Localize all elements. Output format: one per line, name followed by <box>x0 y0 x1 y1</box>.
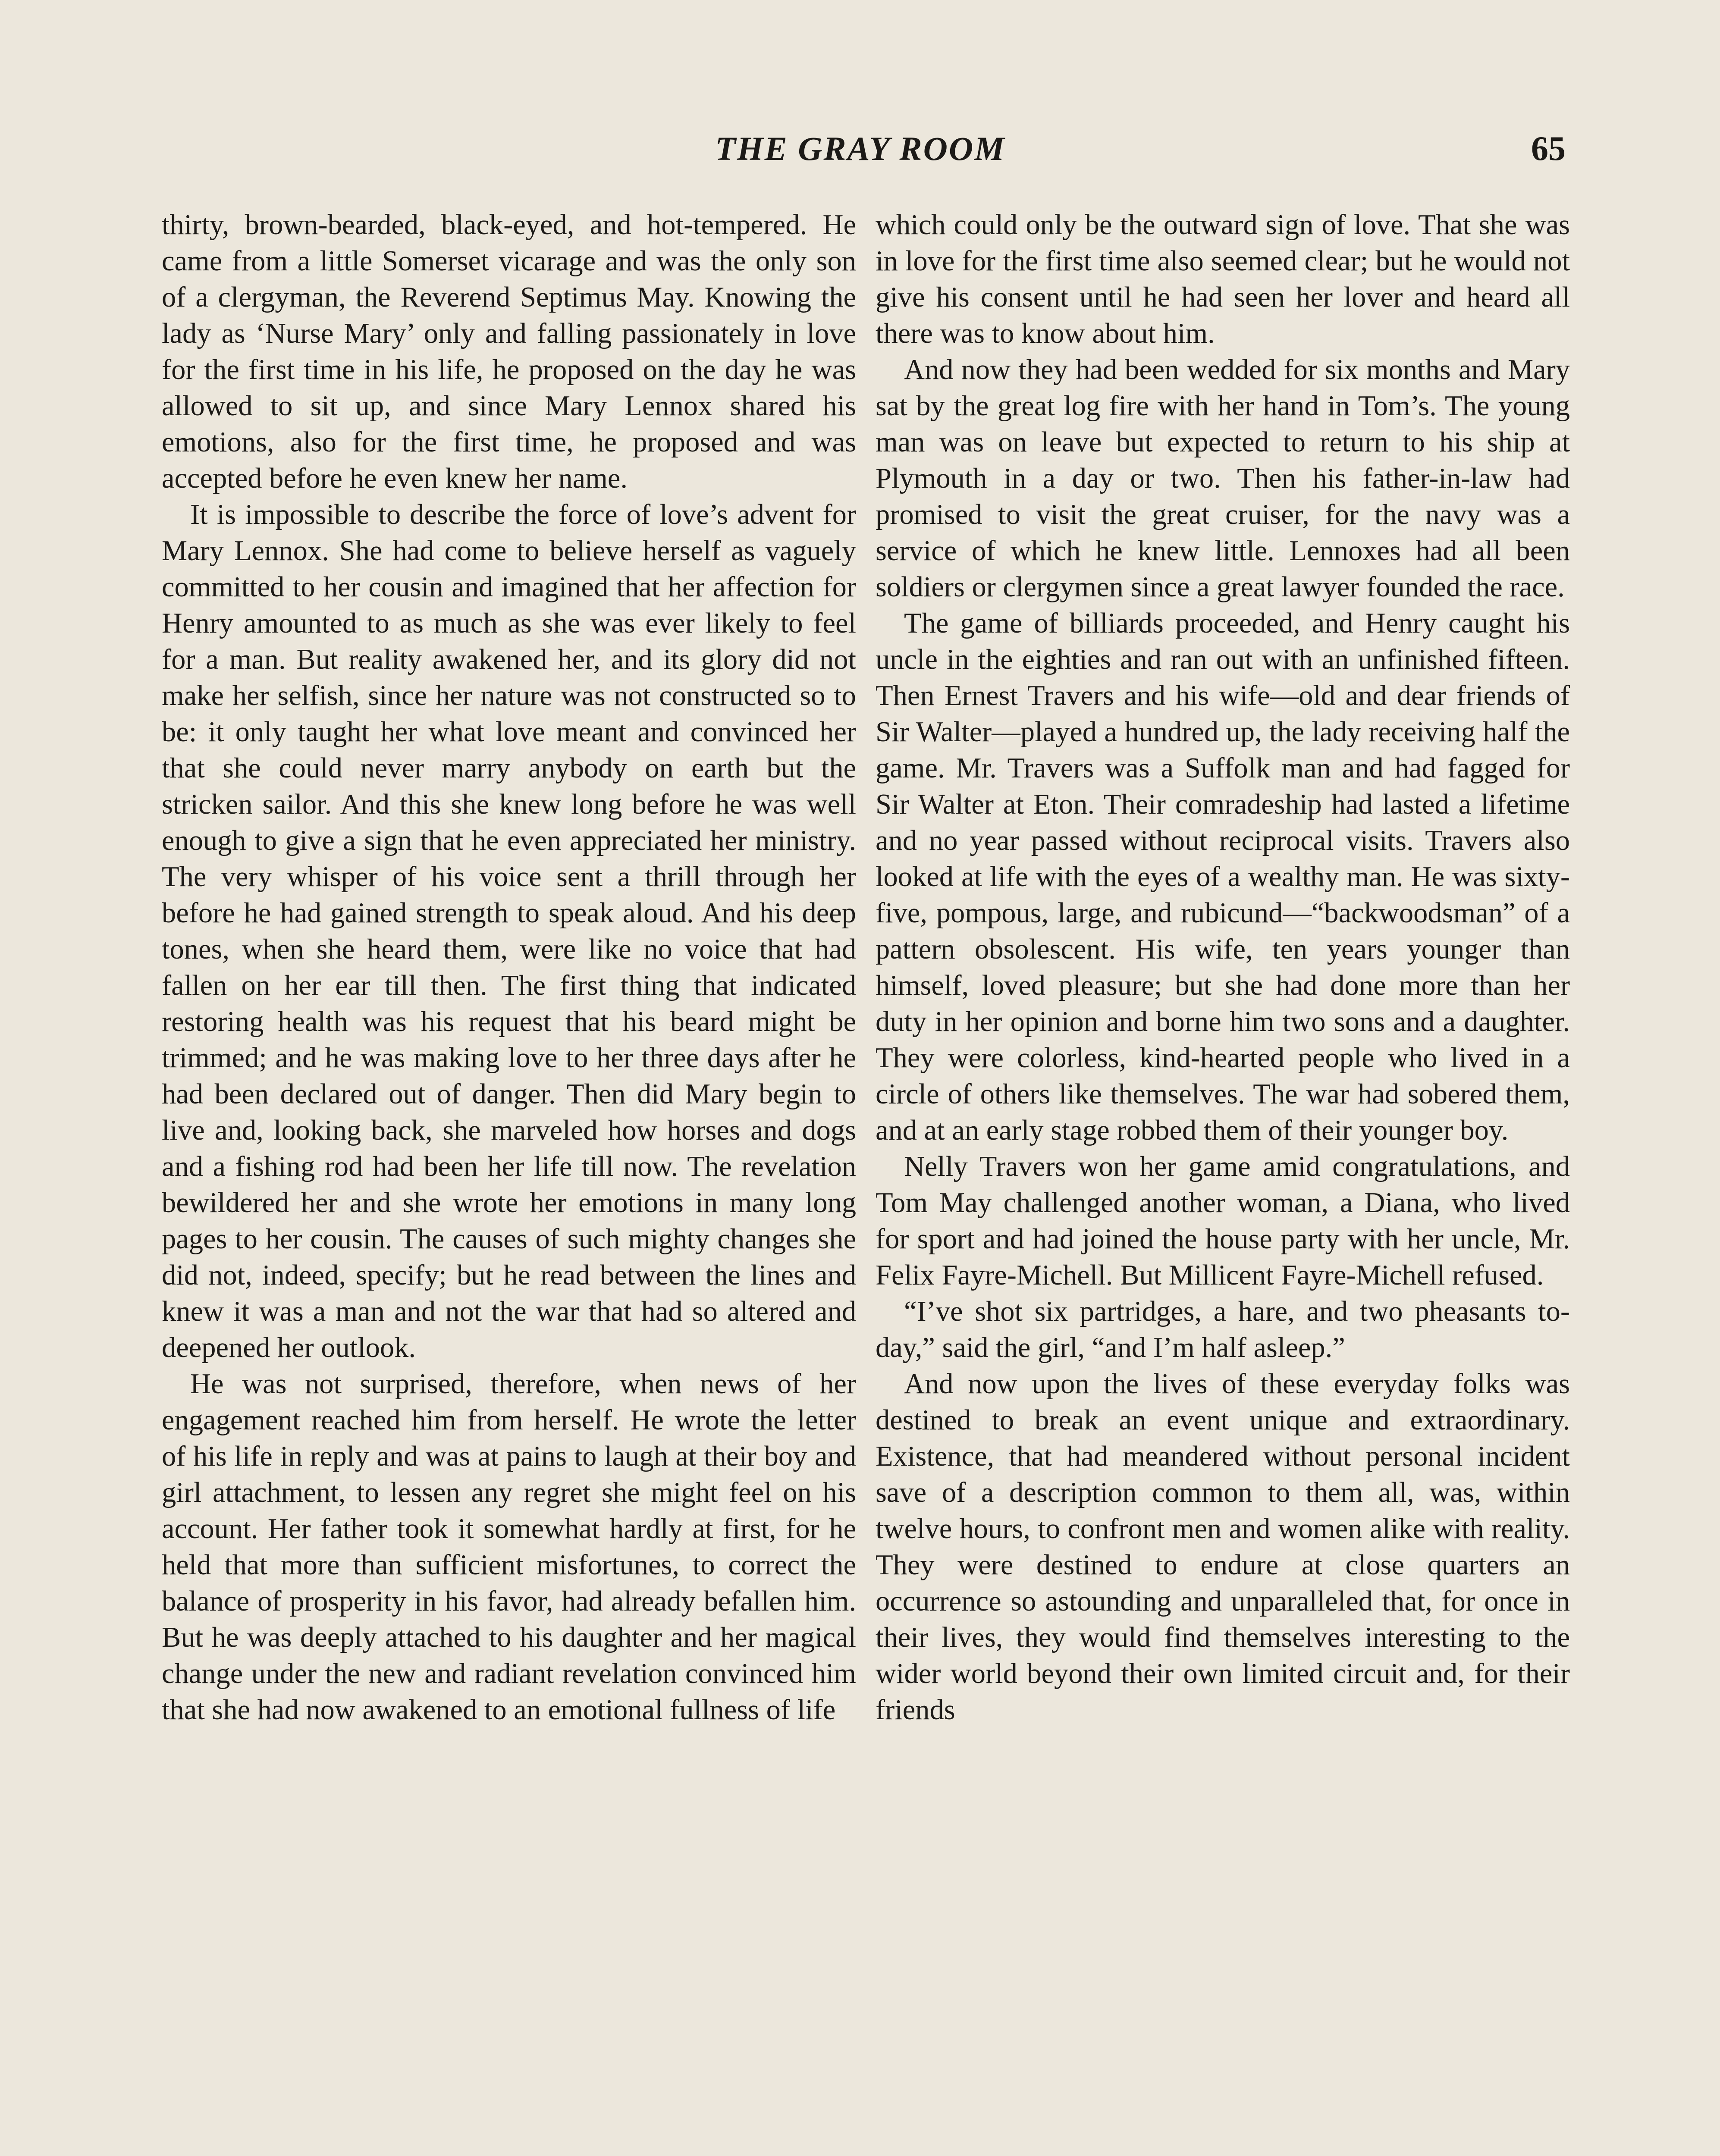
paragraph: which could only be the outward sign of love. That she was in love for the first time also seemed clear; but he would not give his consent until he had seen her lover and heard all there was to know about him. <box>876 209 1570 349</box>
right-column <box>876 207 1570 2156</box>
running-header <box>155 129 1566 181</box>
paragraph: “I’ve shot six partridges, a hare, and two pheasants to-day,” said the girl, “and I’m half asleep.” <box>876 1296 1570 1363</box>
paragraph: And now they had been wedded for six months and Mary sat by the great log fire with her hand in Tom’s. The young man was on leave but expected to return to his ship at Plymouth in a day or two. Then his father-in-law had promised to visit the great cruiser, for the navy was a service of which he knew little. Lennoxes had all been soldiers or clergymen since a great lawyer founded the race. <box>876 354 1570 603</box>
paragraph: Nelly Travers won her game amid congratulations, and Tom May challenged another woman, a Diana, who lived for sport and had joined the house party with her uncle, Mr. Felix Fayre-Michell. But Millicent Fayre-Michell refused. <box>876 1151 1570 1291</box>
paragraph: thirty, brown-bearded, black-eyed, and hot-tempered. He came from a little Somerset vicarage and was the only son of a clergyman, the Reverend Septimus May. Knowing the lady as ‘Nurse Mary’ only and falling passionately in love for the first time in his life, he proposed on the day he was allowed to sit up, and since Mary Lennox shared his emotions, also for the first time, he proposed and was accepted before he even knew her name. <box>162 209 856 494</box>
paragraph: It is impossible to describe the force of love’s advent for Mary Lennox. She had come to believe herself as vaguely committed to her cousin and imagined that her affection for Henry amounted to as much as she was ever likely to feel for a man. But reality awakened her, and its glory did not make her selfish, since her nature was not constructed so to be: it only taught her what love meant and convinced her that she could never marry anybody on earth but the stricken sailor. And this she knew long before he was well enough to give a sign that he even appreciated her ministry. The very whisper of his voice sent a thrill through her before he had gained strength to speak aloud. And his deep tones, when she heard them, were like no voice that had fallen on her ear till then. The first thing that indicated restoring health was his request that his beard might be trimmed; and he was making love to her three days after he had been declared out of danger. Then did Mary begin to live and, looking back, she marveled how horses and dogs and a fishing rod had been her life till now. The revelation bewildered her and she wrote her emotions in many long pages to her cousin. The causes of such mighty changes she did not, indeed, specify; but he read between the lines and knew it was a man and not the war that had so altered and deepened her outlook. <box>162 499 856 1363</box>
running-title: THE GRAY ROOM <box>715 130 1006 167</box>
paragraph: And now upon the lives of these everyday folks was destined to break an event unique and extraordinary. Existence, that had meandered without personal incident save of a description common to them all, was, within twelve hours, to confront men and women alike with reality. They were destined to endure at close quarters an occurrence so astounding and unparalleled that, for once in their lives, they would find themselves interesting to the wider world beyond their own limited circuit and, for their friends <box>876 1368 1570 1726</box>
paragraph: The game of billiards proceeded, and Henry caught his uncle in the eighties and ran out with an unfinished fifteen. Then Ernest Travers and his wife—old and dear friends of Sir Walter—played a hundred up, the lady receiving half the game. Mr. Travers was a Suffolk man and had fagged for Sir Walter at Eton. Their comradeship had lasted a lifetime and no year passed without reciprocal visits. Travers also looked at life with the eyes of a wealthy man. He was sixty-five, pompous, large, and rubicund—“backwoodsman” of a pattern obsolescent. His wife, ten years younger than himself, loved pleasure; but she had done more than her duty in her opinion and borne him two sons and a daughter. They were colorless, kind-hearted people who lived in a circle of others like themselves. The war had sobered them, and at an early stage robbed them of their younger boy. <box>876 608 1570 1146</box>
left-column <box>162 207 856 2156</box>
page-number: 65 <box>1531 130 1566 168</box>
paragraph: He was not surprised, therefore, when news of her engagement reached him from herself. He wrote the letter of his life in reply and was at pains to laugh at their boy and girl attachment, to lessen any regret she might feel on his account. Her father took it somewhat hardly at first, for he held that more than sufficient misfortunes, to correct the balance of prosperity in his favor, had already befallen him. But he was deeply attached to his daughter and her magical change under the new and radiant revelation convinced him that she had now awakened to an emotional fullness of life <box>162 1368 856 1726</box>
